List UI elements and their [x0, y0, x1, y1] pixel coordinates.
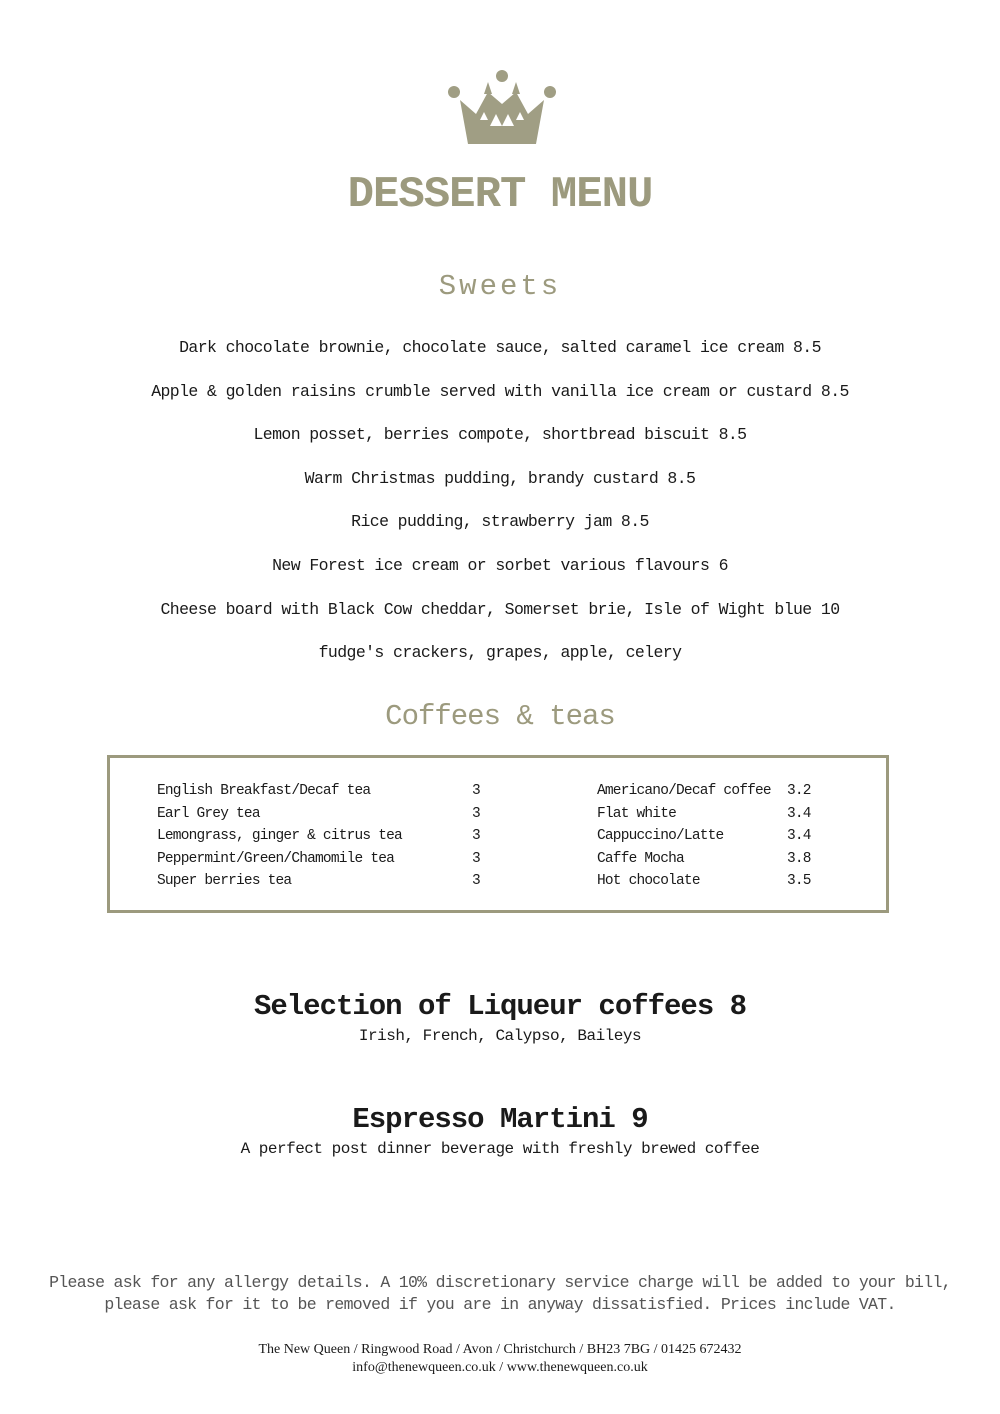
liqueur-coffees-title: Selection of Liqueur coffees 8: [253, 990, 747, 1023]
coffee-name: Americano/Decaf coffee: [597, 783, 771, 799]
tea-name: Lemongrass, ginger & citrus tea: [157, 828, 402, 845]
footer-address: The New Queen / Ringwood Road / Avon / Christchurch / BH23 7BG / 01425 672432: [258, 1342, 742, 1357]
coffee-name: Hot chocolate: [597, 873, 700, 890]
espresso-martini-subtitle: A perfect post dinner beverage with freshly brewed coffee: [240, 1140, 760, 1158]
tea-price: 3: [472, 873, 480, 890]
tea-price: 3: [472, 805, 480, 822]
coffee-name: Cappuccino/Latte: [597, 828, 724, 845]
tea-name: Super berries tea: [157, 873, 292, 890]
menu-item: Warm Christmas pudding, brandy custard 8.5: [304, 468, 696, 488]
coffee-price: 3.8: [787, 850, 811, 867]
coffee-price: 3.5: [787, 873, 811, 890]
coffee-price: 3.2: [787, 783, 811, 799]
coffee-name: Flat white: [597, 805, 677, 822]
menu-item: Lemon posset, berries compote, shortbread biscuit 8.5: [253, 425, 747, 445]
tea-price: 3: [472, 783, 480, 799]
coffee-name: Caffe Mocha: [597, 850, 684, 867]
menu-item: New Forest ice cream or sorbet various flavours 6: [272, 555, 728, 575]
liqueur-coffees-subtitle: Irish, French, Calypso, Baileys: [358, 1027, 642, 1045]
sweets-list: [0, 338, 1000, 687]
coffee-price: 3.4: [787, 828, 811, 845]
tea-name: Peppermint/Green/Chamomile tea: [157, 850, 395, 867]
tea-name: English Breakfast/Decaf tea: [157, 783, 371, 799]
tea-price: 3: [472, 850, 480, 867]
espresso-martini-title: Espresso Martini 9: [352, 1103, 648, 1136]
allergy-notice-line-2: please ask for it to be removed if you are in anyway dissatisfied. Prices include VAT.: [104, 1295, 896, 1314]
coffee-price: 3.4: [787, 805, 811, 822]
allergy-notice-line-1: Please ask for any allergy details. A 10% discretionary service charge will be added to your bill,: [49, 1273, 951, 1292]
tea-price: 3: [472, 828, 480, 845]
menu-item: Rice pudding, strawberry jam 8.5: [351, 512, 649, 532]
menu-item: Cheese board with Black Cow cheddar, Somerset brie, Isle of Wight blue 10: [160, 599, 840, 619]
menu-item: fudge's crackers, grapes, apple, celery: [318, 643, 682, 663]
drinks-box: [107, 755, 889, 913]
sweets-heading: Sweets: [438, 270, 562, 303]
crown-icon: [446, 70, 558, 146]
menu-item: Dark chocolate brownie, chocolate sauce, salted caramel ice cream 8.5: [179, 338, 821, 357]
menu-item: Apple & golden raisins crumble served with vanilla ice cream or custard 8.5: [151, 381, 849, 401]
footer-contact: info@thenewqueen.co.uk / www.thenewqueen.co.uk: [352, 1360, 648, 1375]
page-title: DESSERT MENU: [347, 170, 653, 220]
drinks-heading: Coffees & teas: [385, 700, 615, 733]
tea-name: Earl Grey tea: [157, 805, 260, 822]
